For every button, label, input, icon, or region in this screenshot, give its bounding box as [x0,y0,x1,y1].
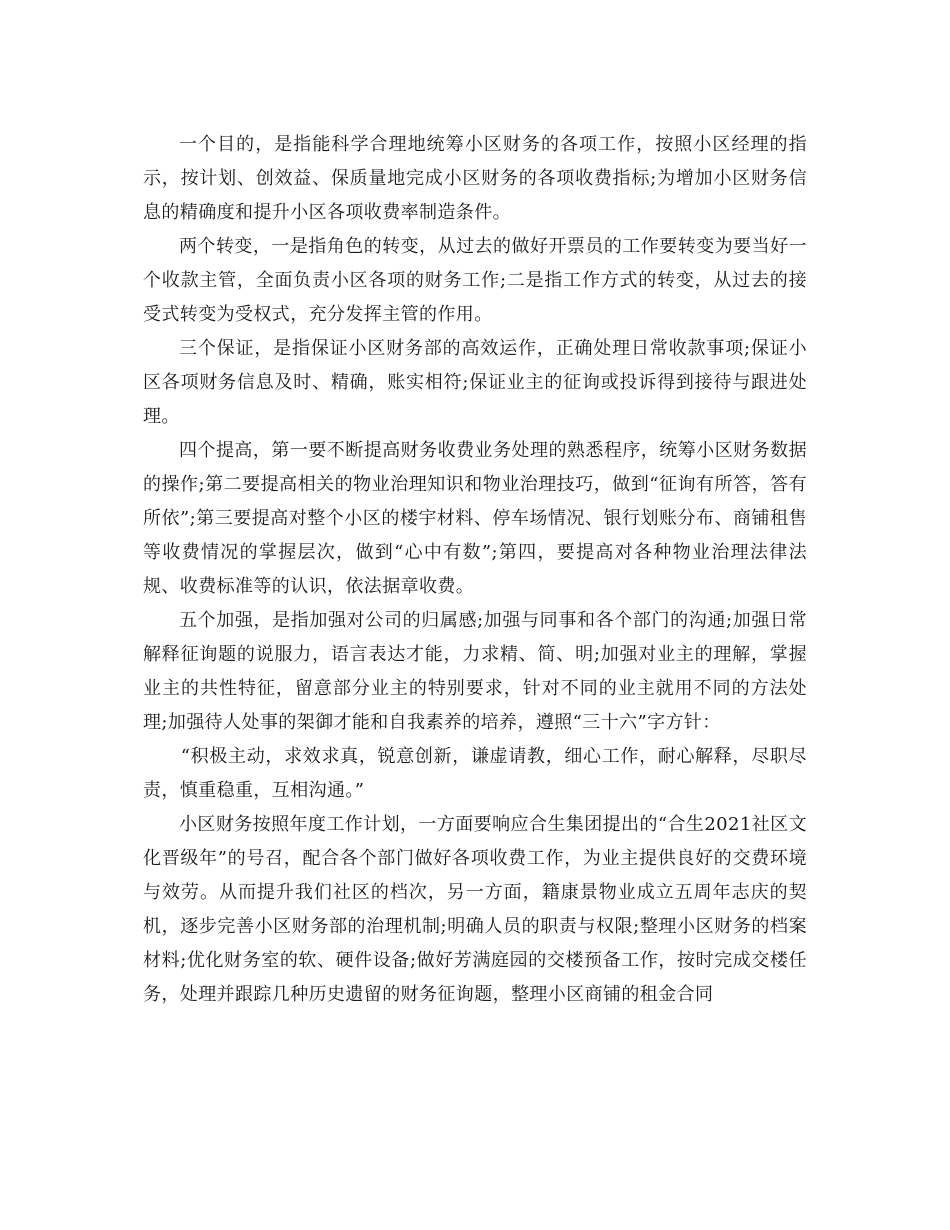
paragraph-guideline-quote: “积极主动，求效求真，锐意创新，谦虚请教，细心工作，耐心解释，尽职尽责，慎重稳重，互相沟通。” [143,746,807,801]
paragraph-five-strengthenings: 五个加强，是指加强对公司的归属感;加强与同事和各个部门的沟通;加强日常解释征询题的说服力，语言表达才能，力求精、简、明;加强对业主的理解，掌握业主的共性特征，留意部分业主的特别要求，针对不同的业主就用不同的方法处理;加强待人处事的架御才能和自我素养的培养，遵照“三十六”字方针： [143,610,807,733]
paragraph-four-improvements: 四个提高，第一要不断提高财务收费业务处理的熟悉程序，统筹小区财务数据的操作;第二要提高相关的物业治理知识和物业治理技巧，做到“征询有所答，答有所依”;第三要提高对整个小区的楼宇材料、停车场情况、银行划账分布、商铺租售等收费情况的掌握层次，做到“心中有数”;第四，要提高对各种物业治理法律法规、收费标准等的认识，依法据章收费。 [143,440,807,597]
document-body [143,128,807,1012]
paragraph-three-guarantees: 三个保证，是指保证小区财务部的高效运作，正确处理日常收款事项;保证小区各项财务信息及时、精确，账实相符;保证业主的征询或投诉得到接待与跟进处理。 [143,338,807,427]
paragraph-one-goal: 一个目的，是指能科学合理地统筹小区财务的各项工作，按照小区经理的指示，按计划、创效益、保质量地完成小区财务的各项收费指标;为增加小区财务信息的精确度和提升小区各项收费率制造条件。 [143,134,807,223]
paragraph-two-changes: 两个转变，一是指角色的转变，从过去的做好开票员的工作要转变为要当好一个收款主管，全面负责小区各项的财务工作;二是指工作方式的转变，从过去的接受式转变为受权式，充分发挥主管的作用。 [143,236,807,325]
paragraph-annual-plan: 小区财务按照年度工作计划，一方面要响应合生集团提出的“合生2021社区文化晋级年”的号召，配合各个部门做好各项收费工作，为业主提供良好的交费环境与效劳。从而提升我们社区的档次，另一方面，籍康景物业成立五周年志庆的契机，逐步完善小区财务部的治理机制;明确人员的职责与权限;整理小区财务的档案材料;优化财务室的软、硬件设备;做好芳满庭园的交楼预备工作，按时完成交楼任务，处理并跟踪几种历史遗留的财务征询题，整理小区商铺的租金合同 [143,814,807,1005]
